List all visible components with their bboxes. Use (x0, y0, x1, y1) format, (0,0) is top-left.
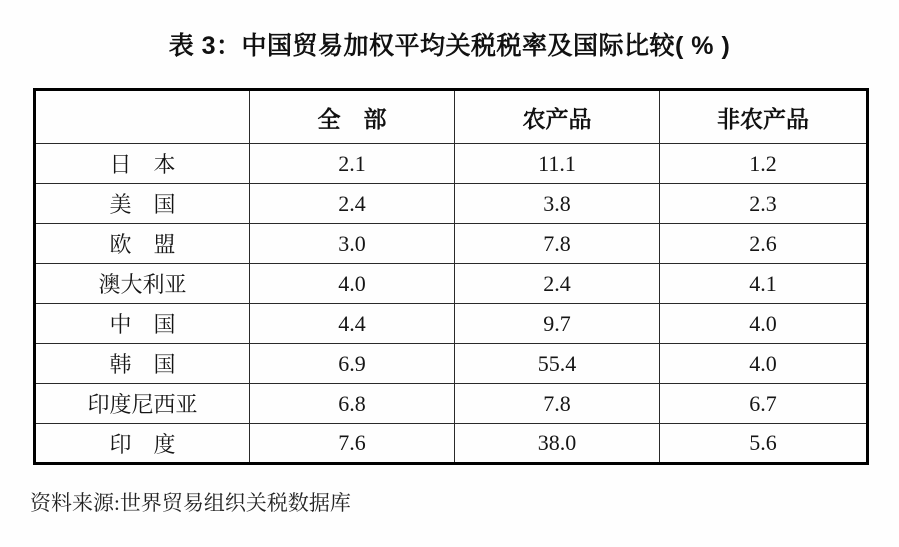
table-row-eu (35, 224, 868, 264)
value-cell: 2.1 (250, 144, 455, 184)
table-row-china (35, 304, 868, 344)
table-title: 表 3：中国贸易加权平均关税税率及国际比较( % ) (168, 32, 731, 60)
table-row-india (35, 424, 868, 464)
value-cell: 2.4 (455, 264, 660, 304)
row-label: 欧 盟 (35, 224, 250, 264)
row-label: 澳大利亚 (35, 264, 250, 304)
table-row-korea (35, 344, 868, 384)
header-col-all: 全 部 (250, 90, 455, 144)
row-label: 中 国 (35, 304, 250, 344)
header-col-non-agricultural: 非农产品 (660, 90, 868, 144)
table-row-japan (35, 144, 868, 184)
value-cell: 3.8 (455, 184, 660, 224)
value-cell: 6.8 (250, 384, 455, 424)
value-cell: 2.4 (250, 184, 455, 224)
source-note: 资料来源:世界贸易组织关税数据库 (30, 491, 351, 515)
value-cell: 4.0 (660, 344, 868, 384)
value-cell: 7.6 (250, 424, 455, 464)
value-cell: 4.0 (660, 304, 868, 344)
row-label: 印度尼西亚 (35, 384, 250, 424)
table-row-usa (35, 184, 868, 224)
value-cell: 2.3 (660, 184, 868, 224)
value-cell: 2.6 (660, 224, 868, 264)
value-cell: 6.7 (660, 384, 868, 424)
row-label: 印 度 (35, 424, 250, 464)
value-cell: 4.0 (250, 264, 455, 304)
header-row (35, 90, 868, 144)
value-cell: 7.8 (455, 224, 660, 264)
tariff-table (33, 88, 869, 465)
value-cell: 11.1 (455, 144, 660, 184)
value-cell: 5.6 (660, 424, 868, 464)
header-col-agricultural: 农产品 (455, 90, 660, 144)
value-cell: 6.9 (250, 344, 455, 384)
value-cell: 38.0 (455, 424, 660, 464)
value-cell: 55.4 (455, 344, 660, 384)
value-cell: 1.2 (660, 144, 868, 184)
value-cell: 3.0 (250, 224, 455, 264)
row-label: 日 本 (35, 144, 250, 184)
header-corner-cell (35, 90, 250, 144)
table-row-indonesia (35, 384, 868, 424)
value-cell: 7.8 (455, 384, 660, 424)
row-label: 美 国 (35, 184, 250, 224)
value-cell: 9.7 (455, 304, 660, 344)
table-row-australia (35, 264, 868, 304)
value-cell: 4.4 (250, 304, 455, 344)
value-cell: 4.1 (660, 264, 868, 304)
row-label: 韩 国 (35, 344, 250, 384)
